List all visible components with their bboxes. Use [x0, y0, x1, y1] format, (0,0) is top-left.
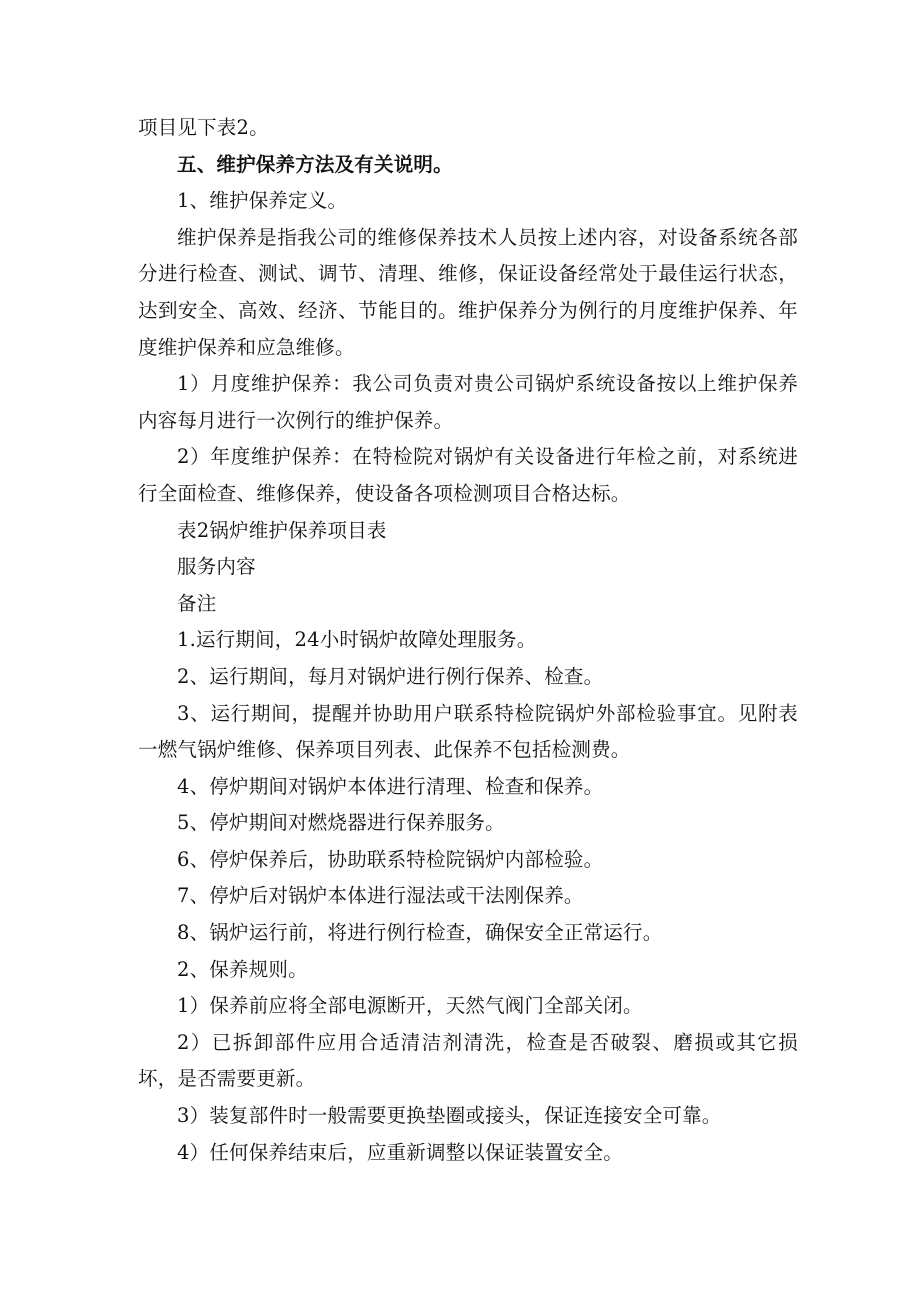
paragraph-continuation: 项目见下表2。: [138, 116, 269, 139]
section-heading: 五、维护保养方法及有关说明。: [177, 152, 453, 176]
rule-item: 4）任何保养结束后，应重新调整以保证装置安全。: [177, 1140, 624, 1164]
document-body: [138, 110, 798, 1171]
table-caption: 表2锅炉维护保养项目表: [177, 518, 387, 542]
rule-item: 3）装复部件时一般需要更换垫圈或接头，保证连接安全可靠。: [177, 1104, 722, 1128]
list-item: 8、锅炉运行前，将进行例行检查，确保安全正常运行。: [177, 921, 663, 945]
list-item: 4、停炉期间对锅炉本体进行清理、检查和保养。: [177, 774, 604, 798]
subsection-heading: 2、保养规则。: [177, 957, 308, 981]
paragraph-monthly-maintenance: 1）月度维护保养：我公司负责对贵公司锅炉系统设备按以上维护保养内容每月进行一次例行的维护保养。: [138, 372, 798, 432]
paragraph-definition: 维护保养是指我公司的维修保养技术人员按上述内容，对设备系统各部分进行检查、测试、调节、清理、维修，保证设备经常处于最佳运行状态，达到安全、高效、经济、节能目的。维护保养分为例行的月度维护保养、年度维护保养和应急维修。: [138, 225, 798, 359]
list-item: 6、停炉保养后，协助联系特检院锅炉内部检验。: [177, 847, 604, 871]
table-header-service-content: 服务内容: [177, 555, 256, 579]
rule-item: 2）已拆卸部件应用合适清洁剂清洗，检查是否破裂、磨损或其它损坏，是否需要更新。: [138, 1030, 798, 1091]
list-item: 3、运行期间，提醒并协助用户联系特检院锅炉外部检验事宜。见附表一燃气锅炉维修、保养项目列表、此保养不包括检测费。: [138, 701, 798, 762]
list-item: 5、停炉期间对燃烧器进行保养服务。: [177, 811, 505, 835]
table-header-remarks: 备注: [177, 591, 217, 615]
list-item: 2、运行期间，每月对锅炉进行例行保养、检查。: [177, 664, 604, 688]
list-item: 1.运行期间，24小时锅炉故障处理服务。: [177, 628, 537, 652]
subsection-heading: 1、维护保养定义。: [177, 189, 348, 213]
paragraph-annual-maintenance: 2）年度维护保养：在特检院对锅炉有关设备进行年检之前，对系统进行全面检查、维修保养，使设备各项检测项目合格达标。: [138, 445, 798, 505]
list-item: 7、停炉后对锅炉本体进行湿法或干法刚保养。: [177, 884, 584, 908]
rule-item: 1）保养前应将全部电源断开，天然气阀门全部关闭。: [177, 994, 643, 1018]
